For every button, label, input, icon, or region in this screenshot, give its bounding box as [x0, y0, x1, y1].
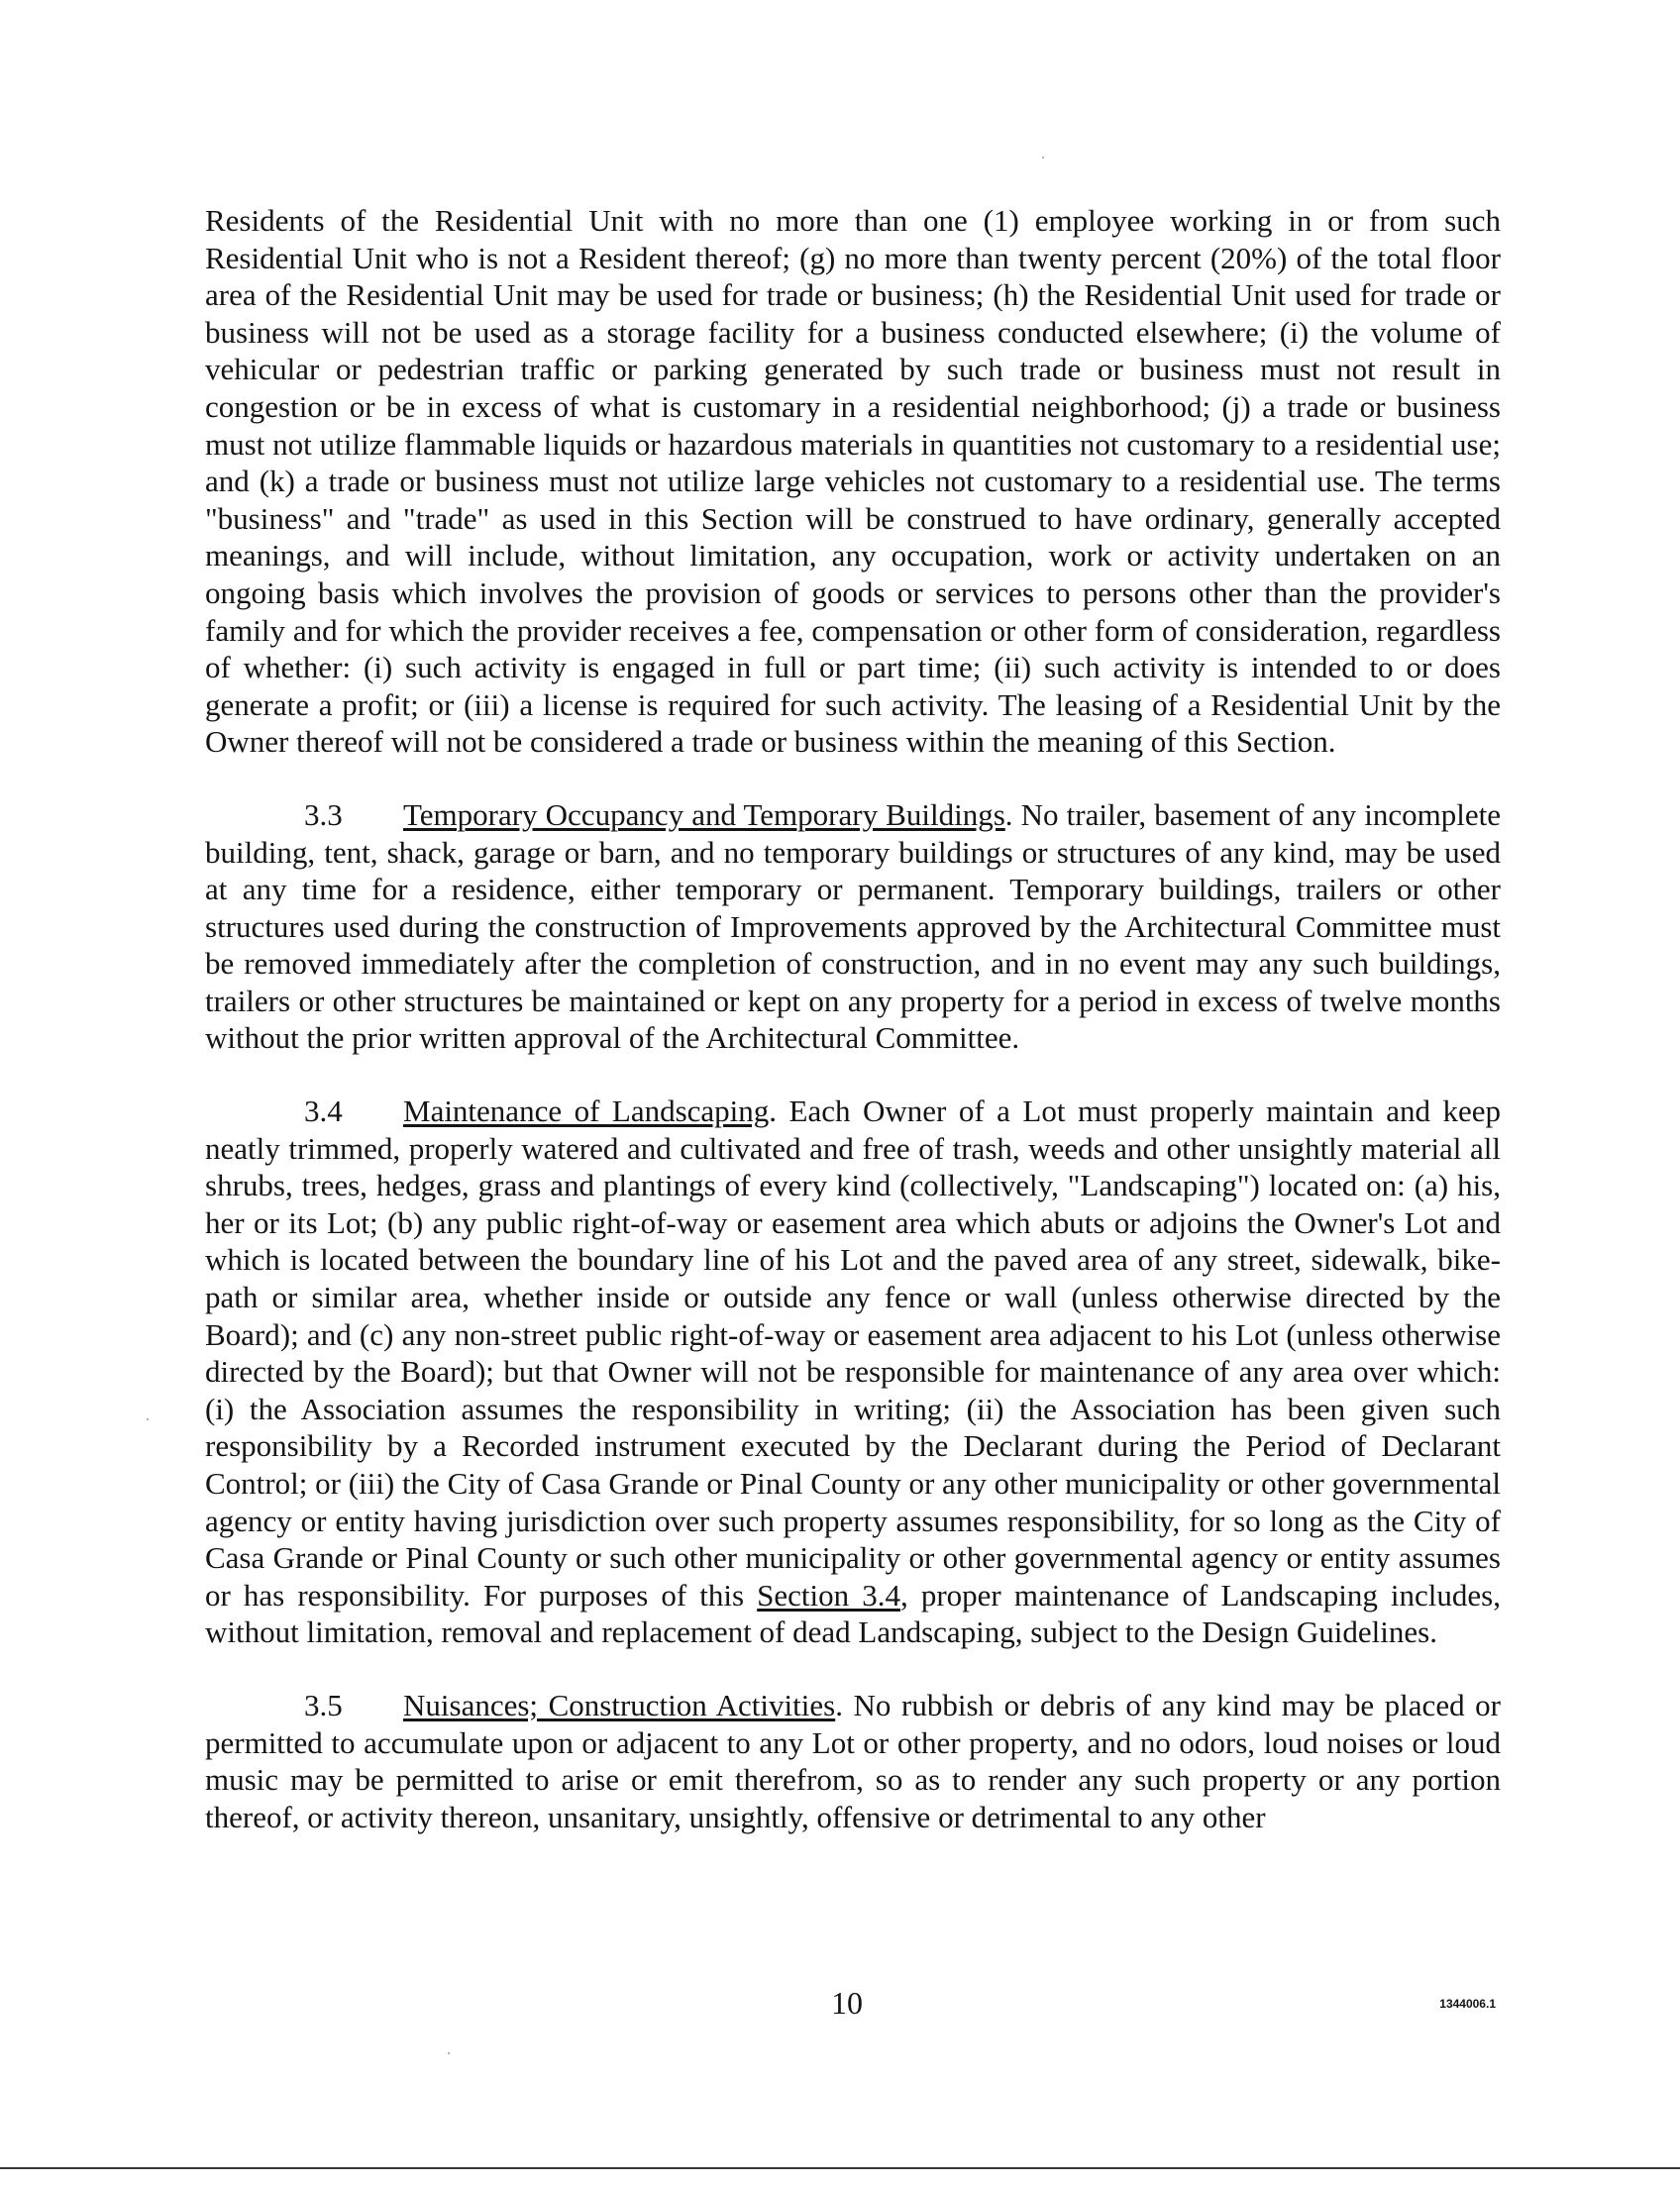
document-code: 1344006.1	[1439, 1997, 1496, 2011]
section-3-3: 3.3 Temporary Occupancy and Temporary Buildings. No trailer, basement of any incomplete building, tent, shack, garage or barn, and no temporary buildings or structures of any kind, may be used at any time for a residence, either temporary or permanent. Temporary buildings, trailers or other structures used during the construction of Improvements approved by the Architectural Committee must be removed immediately after the completion of construction, and in no event may any such buildings, trailers or other structures be maintained or kept on any property for a period in excess of twelve months without the prior written approval of the Architectural Committee.	[205, 796, 1501, 1056]
section-body-end: , proper maintenance of Landscaping includes, without limitation, removal and replacement of dead Landscaping, subject to the Design Guidelines.	[205, 1577, 1501, 1650]
section-body-continued: For purposes of this	[482, 1577, 758, 1613]
document-body	[205, 202, 1501, 1871]
section-number: 3.5	[304, 1687, 343, 1722]
continued-paragraph: Residents of the Residential Unit with no more than one (1) employee working in or from such Residential Unit who is not a Resident thereof; (g) no more than twenty percent (20%) of the total floor area of the Residential Unit may be used for trade or business; (h) the Residential Unit used for trade or business will not be used as a storage facility for a business conducted elsewhere; (i) the volume of vehicular or pedestrian traffic or parking generated by such trade or business must not result in congestion or be in excess of what is customary in a residential neighborhood; (j) a trade or business must not utilize flammable liquids or hazardous materials in quantities not customary to a residential use; and (k) a trade or business must not utilize large vehicles not customary to a residential use. The terms "business" and "trade" as used in this Section will be construed to have ordinary, generally accepted meanings, and will include, without limitation, any occupation, work or activity undertaken on an ongoing basis which involves the provision of goods or services to persons other than the provider's family and for which the provider receives a fee, compensation or other form of consideration, regardless of whether: (i) such activity is engaged in full or part time; (ii) such activity is intended to or does generate a profit; or (iii) a license is required for such activity. The leasing of a Residential Unit by the Owner thereof will not be considered a trade or business within the meaning of this Section.	[205, 203, 1501, 760]
section-title: Nuisances; Construction Activities	[403, 1687, 836, 1722]
section-cross-reference: Section 3.4	[757, 1577, 900, 1613]
scan-speck	[448, 2052, 450, 2054]
section-number: 3.3	[304, 796, 343, 832]
section-body: No trailer, basement of any incomplete building, tent, shack, garage or barn, and no temporary buildings or structures of any kind, may be used at any time for a residence, either temporary or permanent. Temporary buildings, trailers or other structures used during the construction of Improvements approved by the Architectural Committee must be removed immediately after the completion of construction, and in no event may any such buildings, trailers or other structures be maintained or kept on any property for a period in excess of twelve months without the prior written approval of the Architectural Committee.	[205, 796, 1501, 1056]
page-number: 10	[831, 1985, 863, 2021]
scan-edge-line	[0, 2167, 1680, 2169]
section-body: Each Owner of a Lot must properly maintain and keep neatly trimmed, properly watered and cultivated and free of trash, weeds and other unsightly material all shrubs, trees, hedges, grass and plantings of every kind (collectively, "Landscaping") located on: (a) his, her or its Lot; (b) any public right-of-way or easement area which abuts or adjoins the Owner's Lot and which is located between the boundary line of his Lot and the paved area of any street, sidewalk, bike-path or similar area, whether inside or outside any fence or wall (unless otherwise directed by the Board); and (c) any non-street public right-of-way or easement area adjacent to his Lot (unless otherwise directed by the Board); but that Owner will not be responsible for maintenance of any area over which: (i) the Association assumes the responsibility in writing; (ii) the Association has been given such responsibility by a Recorded instrument executed by the Declarant during the Period of Declarant Control; or (iii) the City of Casa Grande or Pinal County or any other municipality or other governmental agency or entity having jurisdiction over such property assumes responsibility, for so long as the City of Casa Grande or Pinal County or such other municipality or other governmental agency or entity assumes or has responsibility.	[205, 1094, 1501, 1613]
scan-speck	[1042, 156, 1044, 158]
section-number: 3.4	[304, 1094, 343, 1129]
section-title: Maintenance of Landscaping	[403, 1094, 770, 1129]
section-3-4: 3.4 Maintenance of Landscaping. Each Owner of a Lot must properly maintain and keep neatly trimmed, properly watered and cultivated and free of trash, weeds and other unsightly material all shrubs, trees, hedges, grass and plantings of every kind (collectively, "Landscaping") located on: (a) his, her or its Lot; (b) any public right-of-way or easement area which abuts or adjoins the Owner's Lot and which is located between the boundary line of his Lot and the paved area of any street, sidewalk, bike-path or similar area, whether inside or outside any fence or wall (unless otherwise directed by the Board); and (c) any non-street public right-of-way or easement area adjacent to his Lot (unless otherwise directed by the Board); but that Owner will not be responsible for maintenance of any area over which: (i) the Association assumes the responsibility in writing; (ii) the Association has been given such responsibility by a Recorded instrument executed by the Declarant during the Period of Declarant Control; or (iii) the City of Casa Grande or Pinal County or any other municipality or other governmental agency or entity having jurisdiction over such property assumes responsibility, for so long as the City of Casa Grande or Pinal County or such other municipality or other governmental agency or entity assumes or has responsibility. For purposes of this Section 3.4, proper maintenance of Landscaping includes, without limitation, removal and replacement of dead Landscaping, subject to the Design Guidelines.	[205, 1094, 1501, 1650]
scan-speck	[147, 1418, 149, 1420]
section-3-5: 3.5 Nuisances; Construction Activities. No rubbish or debris of any kind may be placed or permitted to accumulate upon or adjacent to any Lot or other property, and no odors, loud noises or loud music may be permitted to arise or emit therefrom, so as to render any such property or any portion thereof, or activity thereon, unsanitary, unsightly, offensive or detrimental to any other	[205, 1687, 1501, 1834]
section-title: Temporary Occupancy and Temporary Buildings	[403, 796, 1005, 832]
section-body: No rubbish or debris of any kind may be placed or permitted to accumulate upon or adjacent to any Lot or other property, and no odors, loud noises or loud music may be permitted to arise or emit therefrom, so as to render any such property or any portion thereof, or activity thereon, unsanitary, unsightly, offensive or detrimental to any other	[205, 1687, 1501, 1834]
